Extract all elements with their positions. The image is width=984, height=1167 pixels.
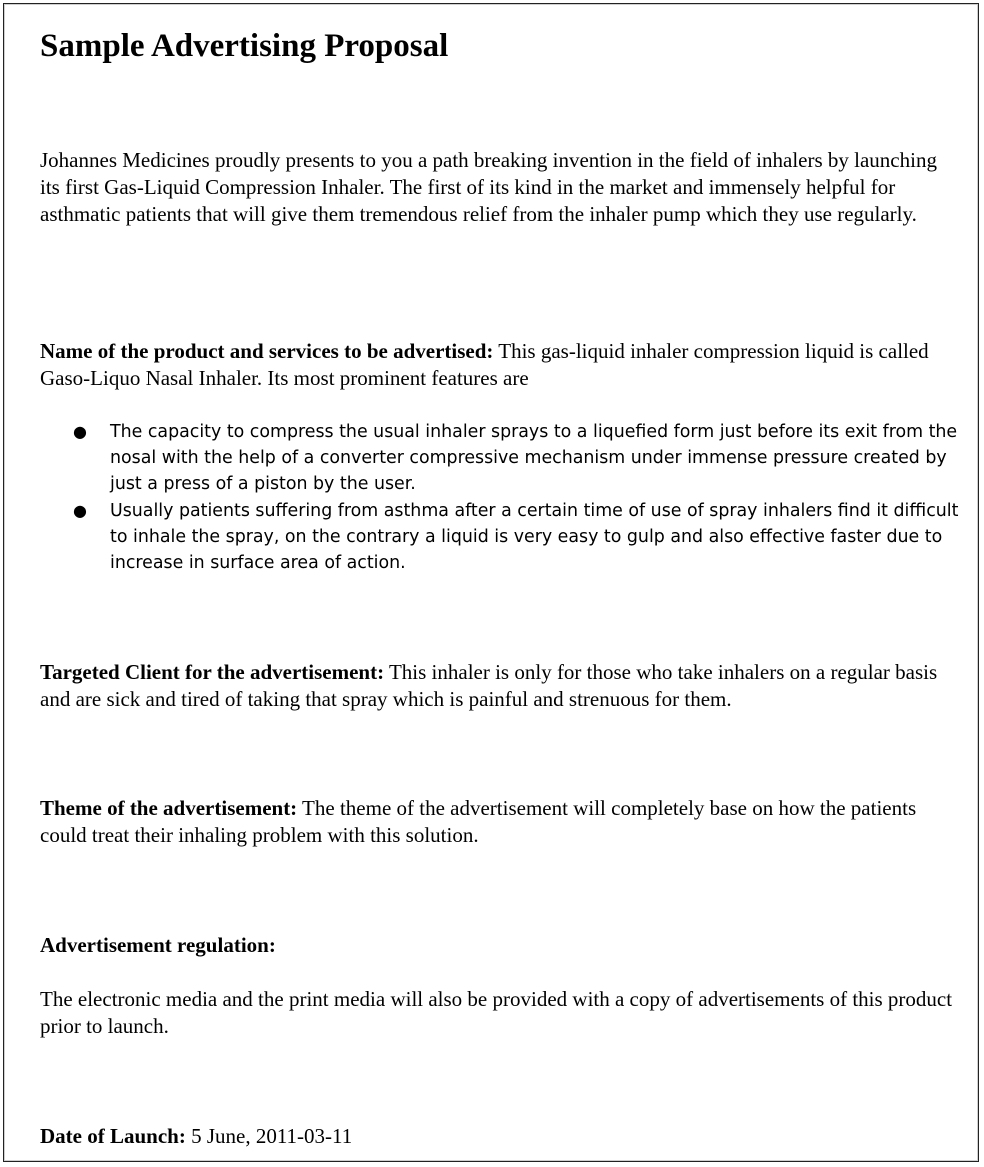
bullet-icon: ●	[73, 500, 87, 520]
list-item	[40, 498, 966, 577]
client-section	[40, 659, 960, 713]
regulation-text: The electronic media and the print media will also be provided with a copy of advertisements of this product prior to launch.	[40, 987, 953, 1038]
product-section	[40, 338, 960, 392]
client-label: Targeted Client for the advertisement:	[40, 660, 385, 684]
intro-paragraph: Johannes Medicines proudly presents to you a path breaking invention in the field of inhalers by launching its first Gas-Liquid Compression Inhaler. The first of its kind in the market and immensely helpful for asthmatic patients that will give them tremendous relief from the inhaler pump which they use regularly.	[40, 148, 937, 226]
theme-text: The theme of the advertisement will completely base on how the patients could treat their inhaling problem with this solution.	[40, 796, 917, 847]
theme-label: Theme of the advertisement:	[40, 796, 298, 820]
feature-text: The capacity to compress the usual inhaler sprays to a liquefied form just before its exit from the nosal with the help of a converter compressive mechanism under immense pressure created by just a press of a piston by the user.	[110, 422, 958, 495]
document-page	[3, 3, 979, 1162]
launch-section	[40, 1123, 960, 1150]
bullet-icon: ●	[73, 422, 87, 441]
launch-text: 5 June, 2011-03-11	[185, 1124, 353, 1148]
product-label: Name of the product and services to be advertised:	[40, 339, 494, 363]
regulation-heading	[40, 932, 960, 959]
client-text: This inhaler is only for those who take inhalers on a regular basis and are sick and tired of taking that spray which is painful and strenuous for them.	[40, 660, 938, 711]
product-text: This gas-liquid inhaler compression liquid is called Gaso-Liquo Nasal Inhaler. Its most prominent features are	[40, 339, 929, 390]
feature-text: Usually patients suffering from asthma after a certain time of use of spray inhalers find it difficult to inhale the spray, on the contrary a liquid is very easy to gulp and also effective faster due to increase in surface area of action.	[110, 500, 959, 574]
launch-label: Date of Launch:	[40, 1124, 186, 1148]
theme-section	[40, 795, 960, 849]
regulation-label: Advertisement regulation:	[40, 933, 276, 957]
feature-list	[40, 419, 966, 576]
list-item	[40, 419, 966, 498]
document-title: Sample Advertising Proposal	[40, 28, 449, 64]
